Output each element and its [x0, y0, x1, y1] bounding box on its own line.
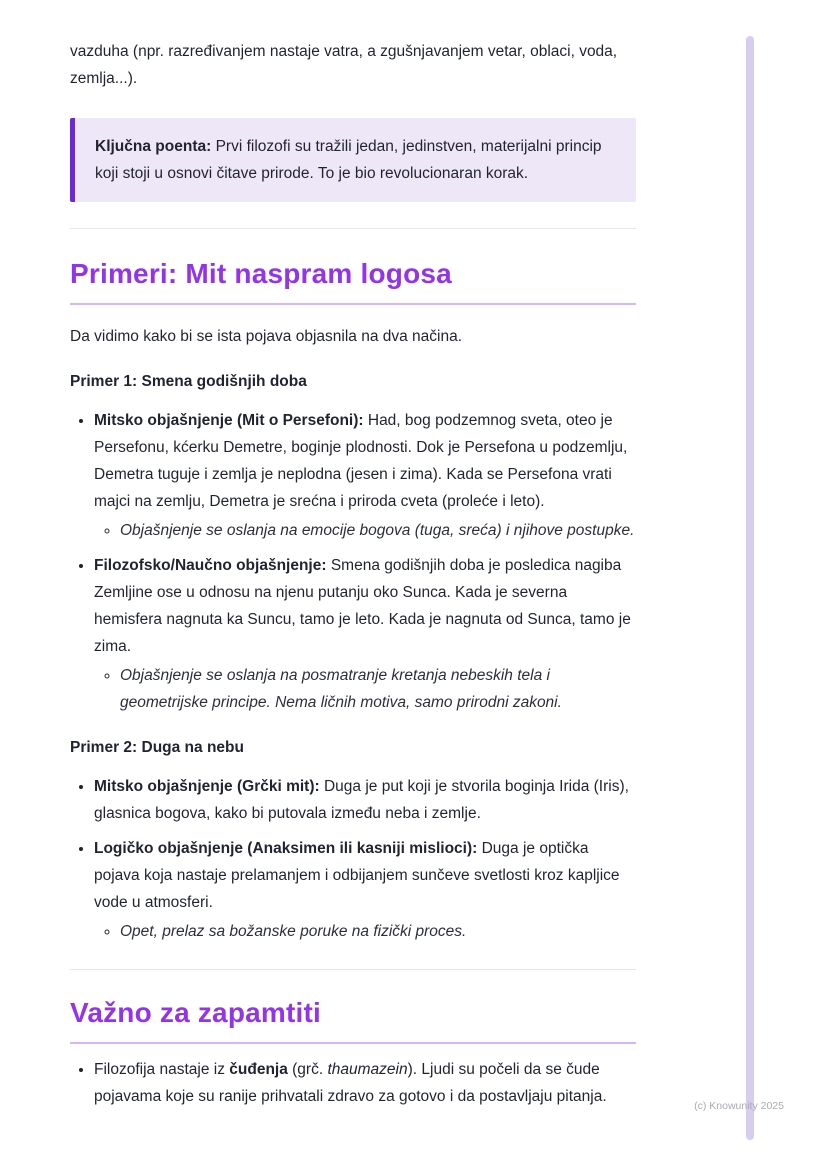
- sub-item-text: Opet, prelaz sa božanske poruke na fizički proces.: [120, 923, 467, 940]
- section-title-vazno: Važno za zapamtiti: [70, 996, 636, 1044]
- list-item: [94, 407, 636, 544]
- bullet-text: Filozofija nastaje iz: [94, 1061, 230, 1078]
- callout-label: Ključna poenta:: [95, 138, 212, 155]
- example-2-heading: Primer 2: Duga na nebu: [70, 739, 244, 756]
- bullet-text: Duga je put koji je stvorila boginja Irida (Iris), glasnica bogova, kako bi putovala između neba i zemlje.: [94, 778, 629, 822]
- bullet-text: Smena godišnjih doba je posledica nagiba Zemljine ose u odnosu na njenu putanju oko Sunca. Kada je severna hemisfera nagnuta ka Suncu, tamo je leto. Kada je nagnuta od Sunca, tamo je zima.: [94, 557, 631, 655]
- section-divider: [70, 228, 636, 229]
- sub-list: [94, 662, 636, 716]
- list-item: [94, 552, 636, 716]
- sub-item-text: Objašnjenje se oslanja na emocije bogova (tuga, sreća) i njihove postupke.: [120, 522, 635, 539]
- final-list: [70, 1056, 636, 1110]
- document-content: [70, 38, 636, 1118]
- bullet-text: (grč.: [287, 1061, 328, 1078]
- sub-list: [94, 517, 636, 544]
- scrollbar[interactable]: [746, 36, 754, 1140]
- section-title-primeri: Primeri: Mit naspram logosa: [70, 257, 636, 305]
- callout-paragraph: [95, 133, 616, 187]
- bullet-bold-label: Mitsko objašnjenje (Grčki mit):: [94, 778, 320, 795]
- callout-text: Prvi filozofi su tražili jedan, jedinstven, materijalni princip koji stoji u osnovi čitave prirode. To je bio revolucionaran korak.: [95, 138, 602, 182]
- bullet-bold-word: čuđenja: [229, 1061, 288, 1078]
- bullet-text: Had, bog podzemnog sveta, oteo je Persefonu, kćerku Demetre, boginje plodnosti. Dok je Persefona u podzemlju, Demetra tuguje i zemlja je neplodna (jesen i zima). Kada se Persefona vrati majci na zemlju, Demetra je srećna i priroda cveta (proleće i leto).: [94, 412, 628, 510]
- sub-item-text: Objašnjenje se oslanja na posmatranje kretanja nebeskih tela i geometrijske principe. Nema ličnih motiva, samo prirodni zakoni.: [120, 667, 562, 711]
- list-item: [94, 835, 636, 945]
- bullet-italic-word: thaumazein: [327, 1061, 408, 1078]
- bullet-bold-label: Mitsko objašnjenje (Mit o Persefoni):: [94, 412, 364, 429]
- intro-paragraph: vazduha (npr. razređivanjem nastaje vatra, a zgušnjavanjem vetar, oblaci, voda, zemlja...).: [70, 43, 618, 87]
- sub-list-item: [120, 918, 636, 945]
- list-item: [94, 1056, 636, 1110]
- sub-list: [94, 918, 636, 945]
- key-point-callout: [70, 118, 636, 202]
- bullet-bold-label: Filozofsko/Naučno objašnjenje:: [94, 557, 327, 574]
- sub-list-item: [120, 662, 636, 716]
- bullet-text: ). Ljudi su počeli da se čude pojavama koje su ranije prihvatali zdravo za gotovo i da postavljaju pitanja.: [94, 1061, 607, 1105]
- bullet-bold-label: Logičko objašnjenje (Anaksimen ili kasniji mislioci):: [94, 840, 478, 857]
- sub-list-item: [120, 517, 636, 544]
- example-2-list: [70, 773, 636, 945]
- example-1-list: [70, 407, 636, 716]
- example-1-heading: Primer 1: Smena godišnjih doba: [70, 373, 307, 390]
- section-divider: [70, 969, 636, 970]
- bullet-text: Duga je optička pojava koja nastaje prelamanjem i odbijanjem sunčeve svetlosti kroz kapljice vode u atmosferi.: [94, 840, 620, 911]
- list-item: [94, 773, 636, 827]
- copyright-text: (c) Knowunity 2025: [694, 1100, 784, 1112]
- section-lead: Da vidimo kako bi se ista pojava objasnila na dva načina.: [70, 328, 463, 345]
